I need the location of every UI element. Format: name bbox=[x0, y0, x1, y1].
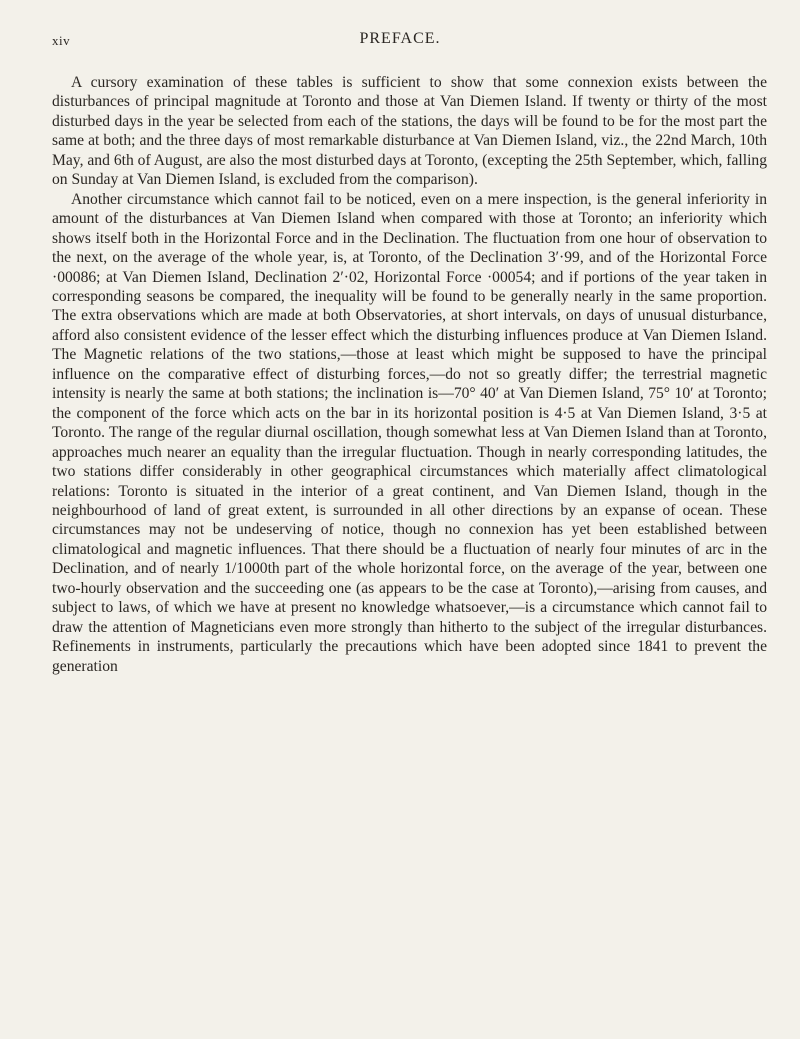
body-text bbox=[52, 73, 767, 676]
paragraph-1: A cursory examination of these tables is sufficient to show that some connexion exists between the disturbances of principal magnitude at Toronto and those at Van Diemen Island. If twenty or thirty of the most disturbed days in the year be selected from each of the stations, the days will be found to be for the most part the same at both; and the three days of most remarkable disturbance at Van Diemen Island, viz., the 22nd March, 10th May, and 6th of August, are also the most disturbed days at Toronto, (excepting the 25th September, which, falling on Sunday at Van Diemen Island, is excluded from the comparison). bbox=[52, 74, 767, 189]
running-title: PREFACE. bbox=[359, 30, 441, 47]
page-number: xiv bbox=[52, 33, 71, 48]
paragraph-2: Another circumstance which cannot fail to be noticed, even on a mere inspection, is the general inferiority in amount of the disturbances at Van Diemen Island when compared with those at Toronto; an inferiority which shows itself both in the Horizontal Force and in the Declination. The fluctuation from one hour of observation to the next, on the average of the whole year, is, at Toronto, of the Declination 3′·99, and of the Horizontal Force ·00086; at Van Diemen Island, Declination 2′·02, Horizontal Force ·00054; and if portions of the year taken in corresponding seasons be compared, the inequality will be found to be generally nearly in the same proportion. The extra observations which are made at both Observatories, at short intervals, on days of unusual disturbance, afford also consistent evidence of the lesser effect which the disturbing influences produce at Van Diemen Island. The Magnetic relations of the two stations,—those at least which might be supposed to have the principal influence on the comparative effect of disturbing forces,—do not so greatly differ; the terrestrial magnetic intensity is nearly the same at both stations; the inclination is—70° 40′ at Van Diemen Island, 75° 10′ at Toronto; the component of the force which acts on the bar in its horizontal position is 4·5 at Van Diemen Island, 3·5 at Toronto. The range of the regular diurnal oscillation, though somewhat less at Van Diemen Island than at Toronto, approaches much nearer an equality than the irregular fluctuation. Though in nearly corresponding latitudes, the two stations differ considerably in other geographical circumstances which materially affect climatological relations: Toronto is situated in the interior of a great continent, and Van Diemen Island, though in the neighbourhood of land of great extent, is surrounded in all other directions by an expanse of ocean. These circumstances may not be undeserving of notice, though no connexion has yet been established between climatological and magnetic influences. That there should be a fluctuation of nearly four minutes of arc in the Declination, and of nearly 1/1000th part of the whole horizontal force, on the average of the year, between one two-hourly observation and the succeeding one (as appears to be the case at Toronto),—arising from causes, and subject to laws, of which we have at present no knowledge whatsoever,—is a circumstance which cannot fail to draw the attention of Magneticians even more strongly than hitherto to the subject of the irregular disturbances. Refinements in instruments, particularly the precautions which have been adopted since 1841 to prevent the generation bbox=[52, 190, 767, 675]
page-header bbox=[0, 30, 800, 52]
